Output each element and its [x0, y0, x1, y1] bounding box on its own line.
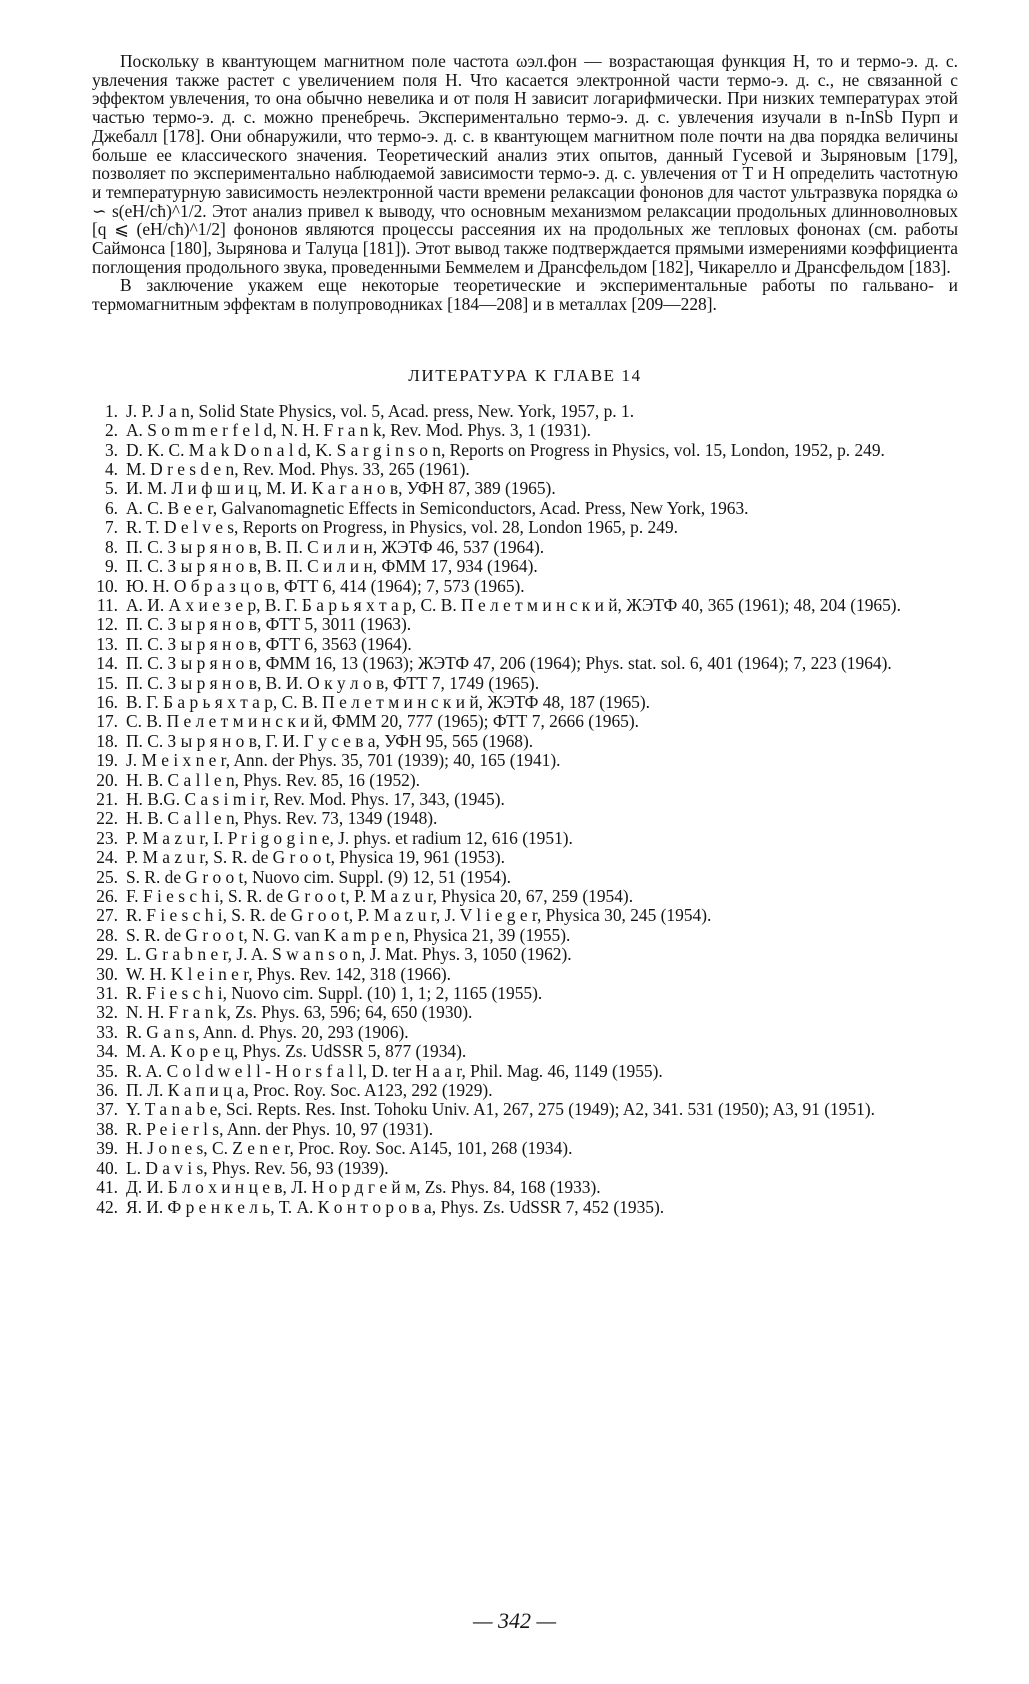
reference-number: 4. [104, 459, 118, 480]
reference-text: П. С. З ы р я н о в, Г. И. Г у с е в а, УФН 95, 565 (1968). [126, 730, 534, 751]
reference-text: С. В. П е л е т м и н с к и й, ФММ 20, 777 (1965); ФТТ 7, 2666 (1965). [126, 711, 639, 732]
reference-text: F. F i e s c h i, S. R. de G r o o t, P. M a z u r, Physica 20, 67, 259 (1954). [126, 886, 634, 906]
reference-text: S. R. de G r o o t, N. G. van K a m p e n, Physica 21, 39 (1955). [126, 924, 571, 945]
reference-text: П. Л. К а п и ц а, Proc. Roy. Soc. A123, 292 (1929). [126, 1080, 493, 1101]
reference-text: L. D a v i s, Phys. Rev. 56, 93 (1939). [126, 1157, 389, 1178]
reference-text: H. B.G. C a s i m i r, Rev. Mod. Phys. 17, 343, (1945). [126, 788, 505, 809]
reference-number: 23. [96, 827, 118, 848]
reference-number: 37. [96, 1099, 118, 1120]
reference-number: 24. [96, 847, 118, 868]
reference-item [92, 518, 958, 537]
reference-number: 31. [96, 983, 118, 1004]
reference-item [92, 479, 958, 498]
reference-item [92, 674, 958, 693]
reference-item [92, 499, 958, 518]
reference-item [92, 441, 958, 460]
reference-number: 29. [96, 944, 118, 965]
reference-text: H. B. C a l l e n, Phys. Rev. 85, 16 (1952). [126, 769, 421, 790]
reference-item [92, 693, 958, 712]
reference-number: 28. [96, 924, 118, 945]
reference-number: 41. [96, 1177, 118, 1198]
reference-number: 11. [96, 594, 118, 615]
reference-number: 13. [96, 633, 118, 654]
reference-text: J. P. J a n, Solid State Physics, vol. 5, Acad. press, New. York, 1957, p. 1. [126, 400, 635, 421]
reference-number: 17. [96, 711, 118, 732]
reference-text: L. G r a b n e r, J. A. S w a n s o n, J. Mat. Phys. 3, 1050 (1962). [126, 944, 572, 965]
reference-text: R. A. C o l d w e l l - H o r s f a l l, D. ter H a a r, Phil. Mag. 46, 1149 (1955). [126, 1060, 663, 1081]
reference-item [92, 1198, 958, 1217]
reference-item [92, 1159, 958, 1178]
reference-item [92, 1120, 958, 1139]
reference-text: П. С. З ы р я н о в, В. П. С и л и н, ЖЭТФ 46, 537 (1964). [126, 536, 545, 557]
reference-number: 19. [96, 750, 118, 771]
reference-text: Y. T a n a b e, Sci. Repts. Res. Inst. Tohoku Univ. A1, 267, 275 (1949); A2, 341. 531 (1950); A3, 91 (1951). [126, 1099, 875, 1120]
reference-text: П. С. З ы р я н о в, В. И. О к у л о в, ФТТ 7, 1749 (1965). [126, 672, 540, 693]
reference-item [92, 557, 958, 576]
reference-number: 7. [104, 517, 118, 538]
reference-number: 5. [104, 478, 118, 499]
reference-text: A. C. B e e r, Galvanomagnetic Effects in Semiconductors, Acad. Press, New York, 1963. [126, 497, 749, 518]
reference-number: 25. [96, 866, 118, 887]
reference-item [92, 926, 958, 945]
body-paragraph: В заключение укажем еще некоторые теоретические и экспериментальные работы по гальвано- и термомагнитным эффектам в полупроводниках [184—208] и в металлах [209—228]. [92, 275, 958, 315]
reference-item [92, 732, 958, 751]
reference-number: 6. [104, 497, 118, 518]
reference-text: M. A. К о р е ц, Phys. Zs. UdSSR 5, 877 (1934). [126, 1041, 467, 1062]
reference-item [92, 596, 958, 615]
reference-number: 12. [96, 614, 118, 635]
reference-text: П. С. З ы р я н о в, В. П. С и л и н, ФММ 17, 934 (1964). [126, 556, 538, 577]
reference-text: H. B. C a l l e n, Phys. Rev. 73, 1349 (1948). [126, 808, 438, 829]
reference-text: R. F i e s c h i, S. R. de G r o o t, P. M a z u r, J. V l i e g e r, Physica 30, 245 (1954). [126, 905, 712, 926]
reference-item [92, 615, 958, 634]
reference-number: 30. [96, 963, 118, 984]
references-heading: ЛИТЕРАТУРА К ГЛАВЕ 14 [408, 365, 642, 385]
reference-item [92, 1003, 958, 1022]
reference-text: R. T. D e l v e s, Reports on Progress, in Physics, vol. 28, London 1965, p. 249. [126, 517, 678, 538]
reference-number: 42. [96, 1196, 118, 1217]
reference-text: N. H. F r a n k, Zs. Phys. 63, 596; 64, 650 (1930). [126, 1002, 473, 1023]
reference-item [92, 848, 958, 867]
reference-number: 39. [96, 1138, 118, 1159]
reference-item [92, 790, 958, 809]
reference-item [92, 1178, 958, 1197]
page-number: — 342 — [472, 1608, 557, 1633]
reference-item [92, 868, 958, 887]
reference-number: 32. [96, 1002, 118, 1023]
reference-number: 38. [96, 1118, 118, 1139]
reference-item [92, 421, 958, 440]
reference-item [92, 829, 958, 848]
reference-item [92, 887, 958, 906]
reference-text: S. R. de G r o o t, Nuovo cim. Suppl. (9) 12, 51 (1954). [126, 866, 511, 887]
reference-text: R. G a n s, Ann. d. Phys. 20, 293 (1906). [126, 1021, 409, 1042]
reference-number: 9. [104, 556, 118, 577]
reference-number: 26. [96, 886, 118, 906]
reference-number: 21. [96, 788, 118, 809]
references-list [92, 402, 958, 1217]
reference-text: M. D r e s d e n, Rev. Mod. Phys. 33, 265 (1961). [126, 459, 470, 480]
reference-number: 10. [96, 575, 118, 596]
reference-item [92, 1081, 958, 1100]
reference-item [92, 1100, 958, 1119]
reference-number: 35. [96, 1060, 118, 1081]
reference-number: 8. [104, 536, 118, 557]
reference-text: Я. И. Ф р е н к е л ь, Т. А. К о н т о р о в а, Phys. Zs. UdSSR 7, 452 (1935). [126, 1196, 665, 1217]
page-content [92, 52, 958, 1217]
reference-number: 16. [96, 691, 118, 712]
reference-item [92, 751, 958, 770]
reference-number: 40. [96, 1157, 118, 1178]
reference-number: 18. [96, 730, 118, 751]
reference-number: 1. [104, 400, 118, 421]
reference-item [92, 771, 958, 790]
reference-text: A. S o m m e r f e l d, N. H. F r a n k, Rev. Mod. Phys. 3, 1 (1931). [126, 420, 592, 441]
reference-text: P. M a z u r, S. R. de G r o o t, Physica 19, 961 (1953). [126, 847, 505, 868]
reference-number: 15. [96, 672, 118, 693]
reference-text: R. P e i e r l s, Ann. der Phys. 10, 97 (1931). [126, 1118, 434, 1139]
reference-number: 34. [96, 1041, 118, 1062]
reference-number: 14. [96, 653, 118, 674]
reference-number: 2. [104, 420, 118, 441]
reference-item [92, 1023, 958, 1042]
reference-item [92, 906, 958, 925]
reference-number: 36. [96, 1080, 118, 1101]
reference-text: J. M e i x n e r, Ann. der Phys. 35, 701 (1939); 40, 165 (1941). [126, 750, 561, 771]
reference-number: 27. [96, 905, 118, 926]
reference-item [92, 538, 958, 557]
reference-text: П. С. З ы р я н о в, ФТТ 5, 3011 (1963). [126, 614, 412, 635]
reference-item [92, 577, 958, 596]
reference-item [92, 1062, 958, 1081]
reference-item [92, 809, 958, 828]
reference-item [92, 635, 958, 654]
reference-text: P. M a z u r, I. P r i g o g i n e, J. phys. et radium 12, 616 (1951). [126, 827, 573, 848]
reference-item [92, 402, 958, 421]
reference-item [92, 1139, 958, 1158]
reference-text: В. Г. Б а р ь я х т а р, С. В. П е л е т м и н с к и й, ЖЭТФ 48, 187 (1965). [126, 691, 651, 712]
reference-item [92, 460, 958, 479]
reference-item [92, 965, 958, 984]
reference-item [92, 1042, 958, 1061]
reference-number: 33. [96, 1021, 118, 1042]
reference-text: П. С. З ы р я н о в, ФММ 16, 13 (1963); ЖЭТФ 47, 206 (1964); Phys. stat. sol. 6, 401 (1964); 7, 223 (1964). [126, 653, 892, 674]
reference-item [92, 712, 958, 731]
reference-number: 3. [104, 439, 118, 460]
reference-text: А. И. А х и е з е р, В. Г. Б а р ь я х т а р, С. В. П е л е т м и н с к и й, ЖЭТФ 40, 365 (1961); 48, 204 (1965). [126, 594, 901, 615]
reference-item [92, 984, 958, 1003]
body-paragraph: Поскольку в квантующем магнитном поле частота ωэл.фон — возрастающая функция H, то и термо-э. д. с. увлечения также растет с увеличением поля H. Что касается электронной части термо-э. д. с., не связанной с эффектом увлечения, то она обычно невелика и от поля H зависит логарифмически. При низких температурах этой частью термо-э. д. с. можно пренебречь. Экспериментально термо-э. д. с. увлечения изучали в n-InSb Пурп и Джебалл [178]. Они обнаружили, что термо-э. д. с. в квантующем магнитном поле почти на два порядка величины больше ее классического значения. Теоретический анализ этих опытов, данный Гусевой и Зыряновым [179], позволяет по экспериментально наблюдаемой зависимости термо-э. д. с. увлечения от T и H определить частотную и температурную зависимость неэлектронной части времени релаксации фононов для частот ультразвука порядка ω ∽ s(eH/cħ)^1/2. Этот анализ привел к выводу, что основным механизмом релаксации продольных длинноволновых [q ⩽ (eH/cħ)^1/2] фононов являются процессы рассеяния их на продольных же тепловых фононах (см. работы Саймонса [180], Зырянова и Талуца [181]). Этот вывод также подтверждается прямыми измерениями коэффициента поглощения продольного звука, проведенными Беммелем и Дрансфельдом [182], Чикарелло и Дрансфельдом [183]. [92, 51, 958, 277]
reference-item [92, 945, 958, 964]
reference-text: H. J o n e s, C. Z e n e r, Proc. Roy. Soc. A145, 101, 268 (1934). [126, 1138, 573, 1159]
reference-text: D. K. C. M a k D o n a l d, K. S a r g i n s o n, Reports on Progress in Physics, vol. 15, London, 1952, p. 249. [126, 439, 885, 460]
reference-text: Ю. Н. О б р а з ц о в, ФТТ 6, 414 (1964); 7, 573 (1965). [126, 575, 525, 596]
reference-text: R. F i e s c h i, Nuovo cim. Suppl. (10) 1, 1; 2, 1165 (1955). [126, 983, 543, 1004]
reference-item [92, 654, 958, 673]
reference-text: И. М. Л и ф ш и ц, М. И. К а г а н о в, УФН 87, 389 (1965). [126, 478, 556, 499]
reference-text: Д. И. Б л о х и н ц е в, Л. Н о р д г е й м, Zs. Phys. 84, 168 (1933). [126, 1177, 601, 1198]
reference-number: 20. [96, 769, 118, 790]
reference-text: W. H. K l e i n e r, Phys. Rev. 142, 318 (1966). [126, 963, 452, 984]
reference-number: 22. [96, 808, 118, 829]
reference-text: П. С. З ы р я н о в, ФТТ 6, 3563 (1964). [126, 633, 412, 654]
